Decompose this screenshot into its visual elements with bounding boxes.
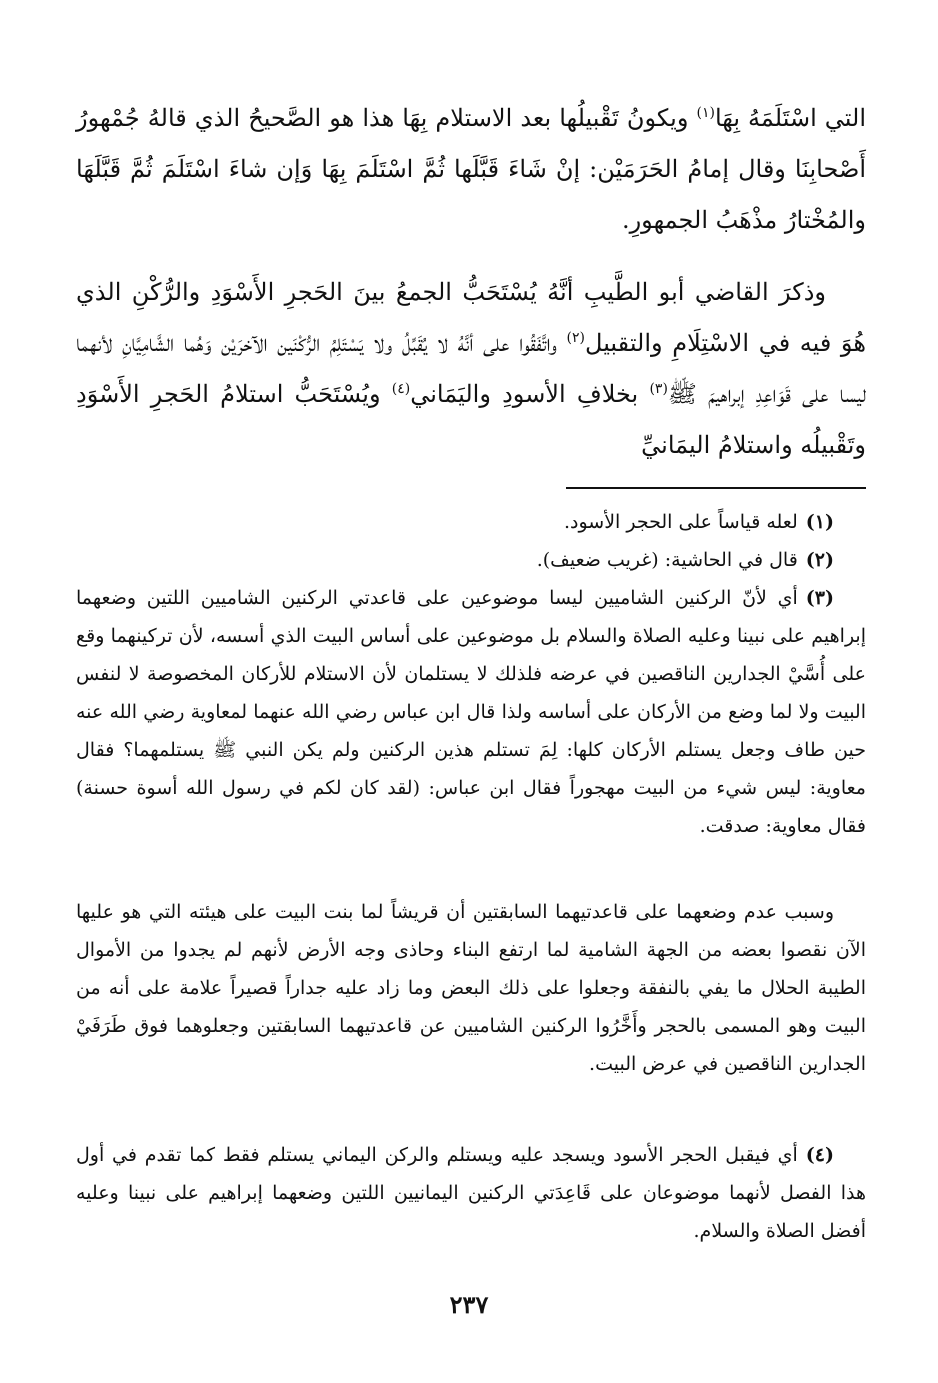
footnote-2 (44, 541, 866, 579)
main-text-segment: بخلافِ الأسودِ واليَمَاني (410, 380, 650, 408)
footnote-divider (566, 487, 866, 489)
footnote-text: أي لأنّ الركنين الشاميين ليسا موضوعين على قاعدتي الركنين الشاميين اللتين وضعهما إبراهيم على نبينا وعليه الصلاة والسلام بل موضوعين على أساس البيت الذي أسسه، لأن تركينهما وقع على أُسَّيْ الجدارين الناقصين في عرضه فلذلك لا يستلمان لأن الاستلام للأركان المخصوصة لا لنفس البيت ولا لما وضع من الأركان على أساسه ولذا قال ابن عباس رضي الله عنهما لمعاوية رضي الله عنه حين طاف وجعل يستلم الأركان كلها: لِمَ تستلم هذين الركنين ولم يكن النبي ﷺ يستلمهما؟ فقال معاوية: ليس شيء من البيت مهجوراً فقال ابن عباس: (لقد كان لكم في رسول الله أسوة حسنة) فقال معاوية: صدقت. (76, 587, 866, 837)
footnote-text: أي فيقبل الحجر الأسود ويسجد عليه ويستلم والركن اليماني يستلم فقط كما تقدم في أول هذا الفصل لأنهما موضوعان على قَاعِدَتي الركنين اليمانيين اللتين وضعهما إبراهيم على نبينا وعليه أفضل الصلاة والسلام. (76, 1144, 866, 1242)
footnote-ref-1: (١) (696, 105, 715, 121)
footnote-4 (76, 1136, 866, 1250)
main-text-segment: التي اسْتَلَمَهُ بِهَا (714, 104, 866, 132)
main-text-segment: ويكونُ تَقْبيلُها بعد الاستلام بِهَا هذا هو الصَّحيحُ الذي قالهُ جُمْهورُ أَصْحابِنَا وقال إمامُ الحَرَمَيْن: إنْ شَاءَ قَبَّلَها ثُمَّ اسْتَلَمَ بِهَا وَإن شاءَ اسْتَلَمَ ثُمَّ قَبَّلَهَا والمُخْتارُ مذْهَبُ الجمهورِ. (76, 104, 866, 234)
footnote-number: (٢) (805, 549, 834, 571)
main-paragraph-1 (76, 93, 866, 246)
footnote-number: (٤) (805, 1144, 834, 1166)
footnote-text: لعله قياساً على الحجر الأسود. (563, 511, 798, 533)
footnote-text: قال في الحاشية: (غريب ضعيف). (536, 549, 798, 571)
footnote-ref-3: (٣) (649, 381, 668, 397)
main-text-segment: ويُسْتَحَبُّ استلامُ الحَجرِ الأَسْوَدِ وتَقْبيلُه واستلامُ اليمَانيِّ (76, 380, 866, 459)
footnote-1 (44, 503, 866, 541)
footnote-text: وسبب عدم وضعهما على قاعدتيهما السابقتين أن قريشاً لما بنت البيت على هيئته التي هو عليها الآن نقصوا بعضه من الجهة الشامية لما ارتفع البناء وحاذى وجه الأرض لأنهم لم يجدوا من الأموال الطيبة الحلال ما يفي بالنفقة وجعلوا على ذلك البعض وما زاد عليه جداراً قصيراً علامة على أنه من البيت وهو المسمى بالحجر وأَخَّرُوا الركنين الشاميين عن قاعدتيهما السابقتين وجعلوهما فوق طَرَفَيْ الجدارين الناقصين في عرض البيت. (76, 901, 866, 1075)
footnote-3-continuation (76, 893, 866, 1083)
footnote-3 (76, 579, 866, 845)
footnote-ref-2: (٢) (566, 330, 586, 346)
footnote-number: (٣) (805, 587, 834, 609)
page-number: ٢٣٧ (449, 1290, 489, 1319)
footnote-number: (١) (805, 511, 834, 533)
main-paragraph-2 (76, 267, 866, 471)
main-text-segment: وذكرَ القاضي أبو الطَّيبِ أنَّهُ يُسْتَحَبُّ الجمعُ بينَ الحَجرِ الأَسْوَدِ والرُّكْنِ الذي هُوَ فيه في الاسْتِلَامِ والتقبيل (76, 278, 866, 357)
footnote-ref-4: (٤) (391, 381, 411, 397)
main-text-segment: واتَّفَقُوا على أنَّهُ لا يُقَبِّلُ ولا يَسْتَلِمُ الرُّكْنَين الآخرَيْن وَهُما الشَّامِيَّانِ لأنهما ليسا على قَوَاعِدِ إبراهيمَ ﷺ (76, 329, 867, 408)
